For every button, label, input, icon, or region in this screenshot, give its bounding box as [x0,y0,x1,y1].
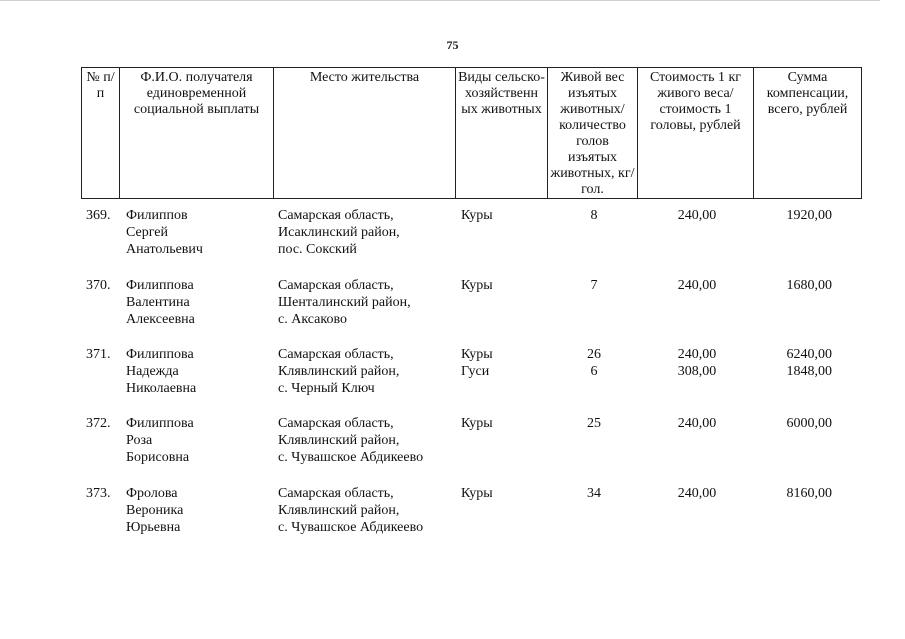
compensation-sum: 6240,00 1848,00 [786,347,832,379]
header-type: Виды сельско-хозяйственн ых животных [456,68,548,199]
unit-price: 240,00 [677,208,717,223]
table-header [81,67,862,199]
row-number: 370. [86,278,111,293]
compensation-sum: 1920,00 [786,208,832,223]
residence: Самарская область, Клявлинский район, с. Чувашское Абдикеево [278,416,424,465]
unit-price: 240,00 [677,278,717,293]
animal-type: Куры Гуси [461,347,493,379]
header-sum: Сумма компенсации, всего, рублей [754,68,862,199]
header-place: Место жительства [274,68,456,199]
animal-weight: 34 [587,486,601,501]
recipient-name: Филиппова Валентина Алексеевна [126,278,195,327]
animal-type: Куры [461,486,493,501]
animal-weight: 8 [590,208,598,223]
unit-price: 240,00 [677,416,717,431]
page-number: 75 [446,38,459,52]
row-number: 371. [86,347,111,362]
row-number: 373. [86,486,111,501]
recipient-name: Фролова Вероника Юрьевна [126,486,184,535]
animal-type: Куры [461,416,493,431]
animal-weight: 7 [590,278,598,293]
row-number: 372. [86,416,111,431]
page-top-edge [0,0,880,1]
animal-type: Куры [461,208,493,223]
residence: Самарская область, Клявлинский район, с. Чувашское Абдикеево [278,486,424,535]
header-price: Стоимость 1 кг живого веса/стоимость 1 головы, рублей [638,68,754,199]
compensation-sum: 1680,00 [786,278,832,293]
unit-price: 240,00 [677,486,717,501]
recipient-name: Филиппова Роза Борисовна [126,416,194,465]
compensation-sum: 8160,00 [786,486,832,501]
compensation-sum: 6000,00 [786,416,832,431]
recipient-name: Филиппов Сергей Анатольевич [126,208,203,257]
residence: Самарская область, Исаклинский район, пос. Сокский [278,208,400,257]
row-number: 369. [86,208,111,223]
residence: Самарская область, Шенталинский район, с. Аксаково [278,278,411,327]
animal-type: Куры [461,278,493,293]
animal-weight: 26 6 [587,347,601,379]
residence: Самарская область, Клявлинский район, с. Черный Ключ [278,347,400,396]
recipient-name: Филиппова Надежда Николаевна [126,347,197,396]
header-name: Ф.И.О. получателя единовременной социальной выплаты [120,68,274,199]
header-num: № п/п [82,68,120,199]
animal-weight: 25 [587,416,601,431]
unit-price: 240,00 308,00 [677,347,717,379]
header-weight: Живой вес изъятых животных/ количество голов изъятых животных, кг/гол. [548,68,638,199]
